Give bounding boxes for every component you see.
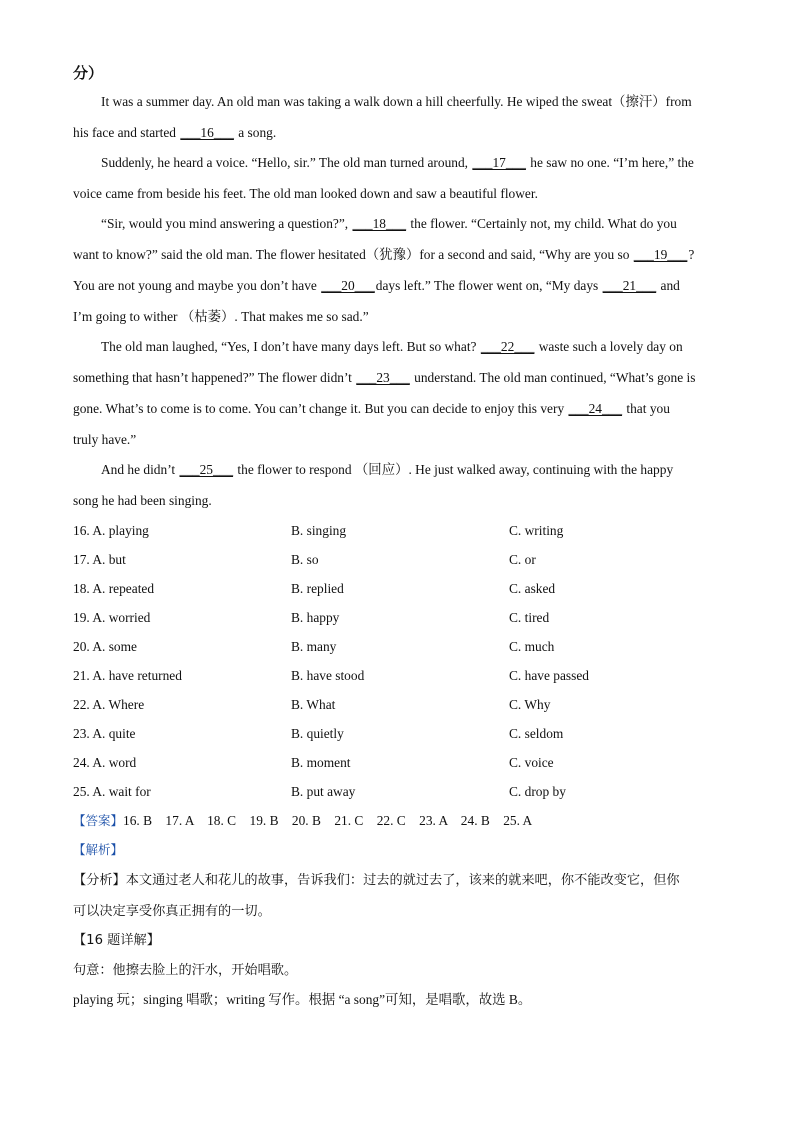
question-23-option-c: C. seldom (509, 726, 564, 741)
question-18-option-a: 18. A. repeated (73, 581, 155, 596)
answer-key: 16. B 17. A 18. C 19. B 20. B 21. C 22. C 23. A 24. B 25. A (123, 813, 533, 828)
passage-line-6: want to know?” said the old man. The flower hesitated（犹豫）for a second and said, “Why are you so ___19___? (73, 245, 694, 265)
analysis-tag: 【解析】 (73, 842, 124, 857)
question-18-option-b: B. replied (291, 581, 344, 596)
question-22-option-b: B. What (291, 697, 336, 712)
passage-line-4: voice came from beside his feet. The old man looked down and saw a beautiful flower. (73, 186, 538, 201)
passage-line-11: gone. What’s to come is to come. You can’t change it. But you can decide to enjoy this very ___24___ that you (73, 399, 670, 419)
blank-24: ___24___ (568, 401, 623, 416)
section-heading: 分） (73, 66, 104, 82)
question-25-option-b: B. put away (291, 784, 356, 799)
answer-tag: 【答案】 (73, 813, 124, 828)
passage-line-8: I’m going to wither （枯萎）. That makes me so sad.” (73, 309, 369, 324)
question-16-option-b: B. singing (291, 523, 347, 538)
blank-20: ___20___ (321, 278, 375, 293)
question-20-option-a: 20. A. some (73, 639, 137, 654)
question-17-option-a: 17. A. but (73, 552, 126, 567)
detail-line-2: playing 玩；singing 唱歌；writing 写作。根据 “a song”可知，是唱歌，故选 B。 (73, 992, 532, 1007)
question-17-option-c: C. or (509, 552, 536, 567)
question-20-option-c: C. much (509, 639, 555, 654)
question-24-option-a: 24. A. word (73, 755, 137, 770)
blank-23: ___23___ (356, 370, 410, 385)
analysis-label: 【分析】 (73, 873, 126, 888)
blank-19: ___19___ (633, 247, 688, 262)
blank-17: ___17___ (472, 155, 526, 170)
blank-16: ___16___ (180, 125, 234, 140)
passage-line-9: The old man laughed, “Yes, I don’t have many days left. But so what? ___22___ waste such a lovely day on (101, 337, 683, 357)
passage-line-14: song he had been singing. (73, 493, 212, 508)
question-17-option-b: B. so (291, 552, 319, 567)
question-18-option-c: C. asked (509, 581, 556, 596)
question-25-option-c: C. drop by (509, 784, 566, 799)
question-16-option-a: 16. A. playing (73, 523, 149, 538)
analysis-line-1: 【分析】本文通过老人和花儿的故事，告诉我们：过去的就过去了，该来的就来吧，你不能改变它，但你 (73, 873, 680, 888)
passage-line-2: his face and started ___16___ a song. (73, 123, 276, 143)
analysis-line-2: 可以决定享受你真正拥有的一切。 (73, 904, 271, 919)
question-24-option-b: B. moment (291, 755, 351, 770)
question-21-option-c: C. have passed (509, 668, 589, 683)
question-25-option-a: 25. A. wait for (73, 784, 151, 799)
question-22-option-c: C. Why (509, 697, 551, 712)
passage-line-5: “Sir, would you mind answering a question?”, ___18___ the flower. “Certainly not, my child. What do you (101, 214, 677, 234)
blank-25: ___25___ (179, 462, 234, 477)
question-20-option-b: B. many (291, 639, 337, 654)
detail-title: 【16 题详解】 (73, 933, 160, 948)
passage-line-1: It was a summer day. An old man was taking a walk down a hill cheerfully. He wiped the sweat（擦汗）from (101, 94, 692, 109)
passage-line-10: something that hasn’t happened?” The flower didn’t ___23___ understand. The old man continued, “What’s gone is (73, 368, 695, 388)
question-24-option-c: C. voice (509, 755, 554, 770)
question-23-option-b: B. quietly (291, 726, 344, 741)
passage-line-12: truly have.” (73, 432, 137, 447)
blank-21: ___21___ (602, 278, 657, 293)
question-23-option-a: 23. A. quite (73, 726, 136, 741)
question-19-option-a: 19. A. worried (73, 610, 151, 625)
question-19-option-b: B. happy (291, 610, 340, 625)
blank-22: ___22___ (480, 339, 535, 354)
passage-line-7: You are not young and maybe you don’t have ___20___days left.” The flower went on, “My days ___21___ and (73, 276, 680, 296)
answer-line (73, 811, 532, 831)
passage-line-13: And he didn’t ___25___ the flower to respond （回应）. He just walked away, continuing with the happy (101, 460, 673, 480)
blank-18: ___18___ (352, 216, 407, 231)
question-21-option-b: B. have stood (291, 668, 365, 683)
question-21-option-a: 21. A. have returned (73, 668, 182, 683)
detail-line-1: 句意：他擦去脸上的汗水，开始唱歌。 (73, 963, 298, 978)
question-22-option-a: 22. A. Where (73, 697, 145, 712)
question-19-option-c: C. tired (509, 610, 550, 625)
passage-line-3: Suddenly, he heard a voice. “Hello, sir.” The old man turned around, ___17___ he saw no one. “I’m here,” the (101, 153, 694, 173)
question-16-option-c: C. writing (509, 523, 564, 538)
